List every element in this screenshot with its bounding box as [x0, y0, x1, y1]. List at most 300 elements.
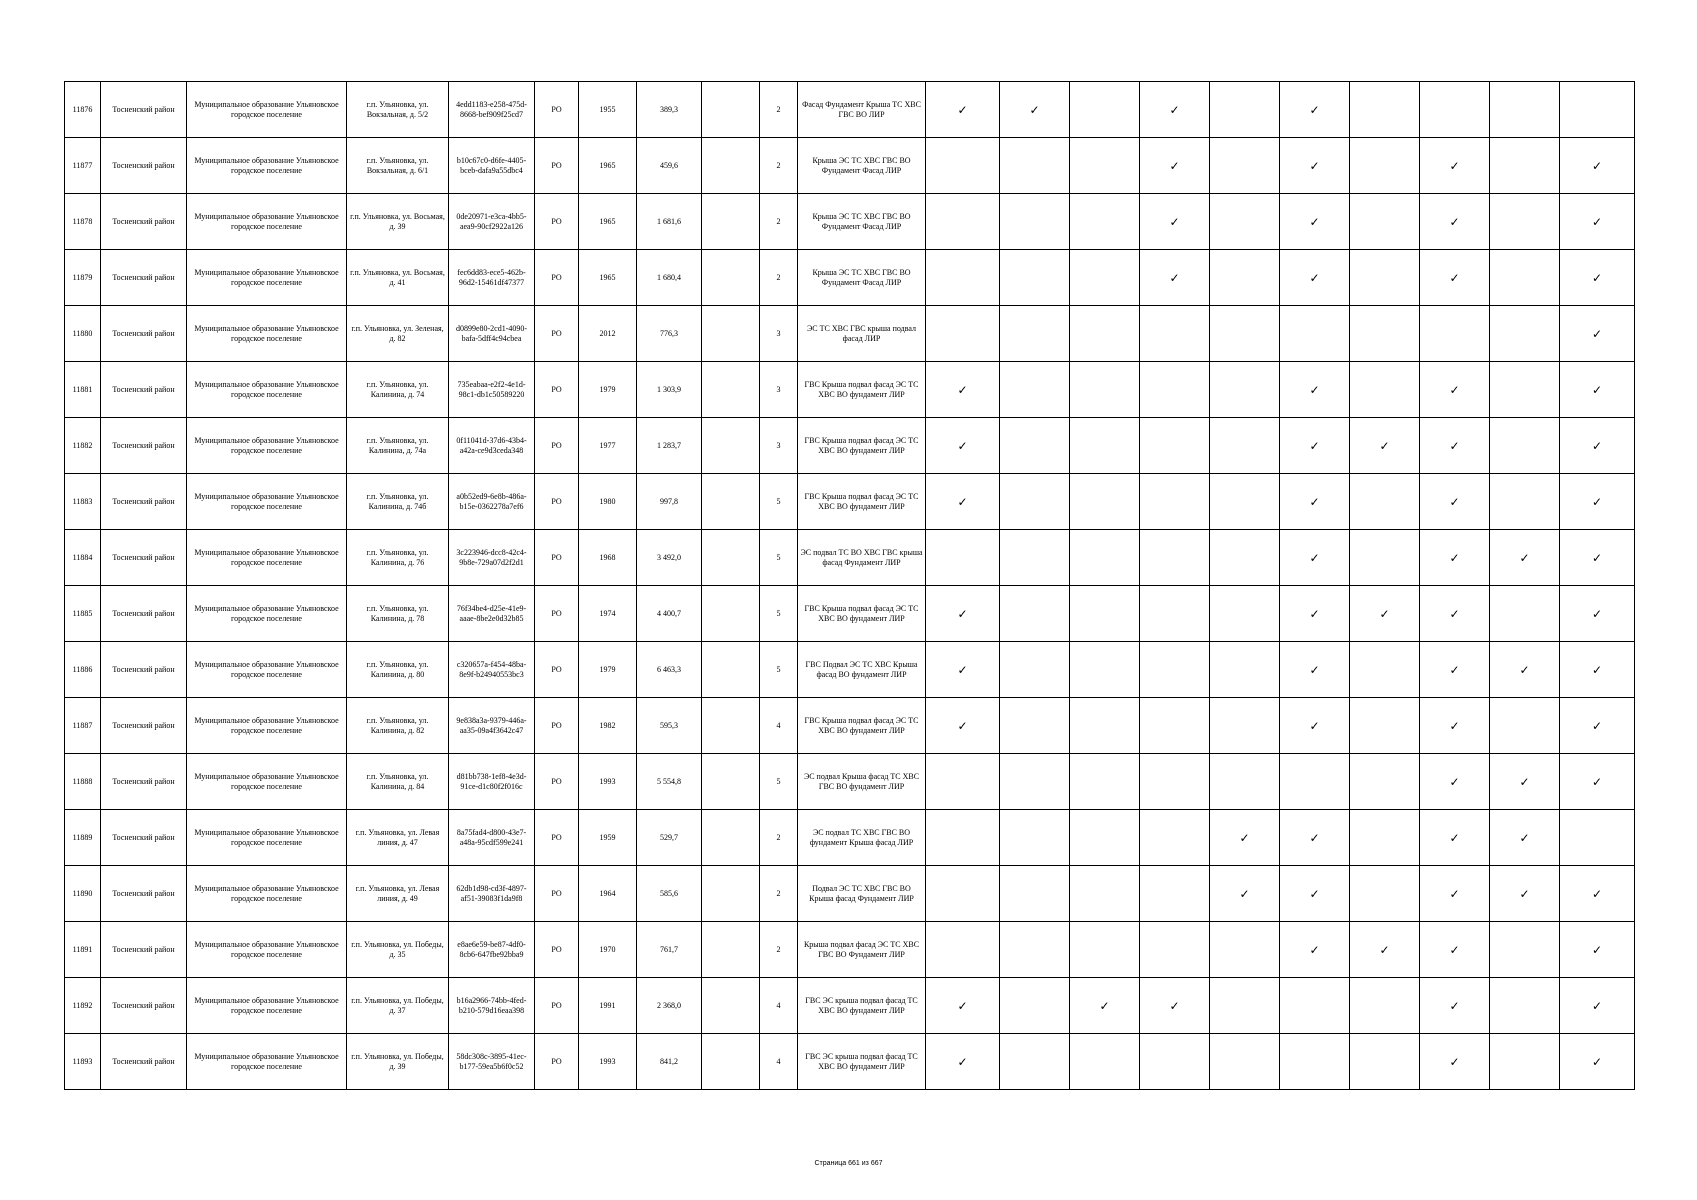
empty-cell	[702, 698, 760, 754]
address-cell: г.п. Ульяновка, ул. Калинина, д. 78	[347, 586, 449, 642]
area-cell: 1 303,9	[637, 362, 702, 418]
empty-check-cell	[1000, 474, 1070, 530]
check-mark-icon: ✓	[1420, 586, 1490, 642]
empty-check-cell	[1490, 194, 1560, 250]
empty-check-cell	[1140, 754, 1210, 810]
empty-check-cell	[926, 530, 1000, 586]
district-cell: Тосненский район	[101, 866, 187, 922]
area-cell: 389,3	[637, 82, 702, 138]
address-cell: г.п. Ульяновка, ул. Левая линия, д. 49	[347, 866, 449, 922]
row-number: 11887	[65, 698, 101, 754]
empty-cell	[702, 82, 760, 138]
district-cell: Тосненский район	[101, 138, 187, 194]
check-mark-icon: ✓	[1280, 922, 1350, 978]
empty-cell	[702, 362, 760, 418]
row-number: 11884	[65, 530, 101, 586]
area-cell: 6 463,3	[637, 642, 702, 698]
empty-check-cell	[1490, 250, 1560, 306]
works-list-cell: Крыша ЭС ТС ХВС ГВС ВО Фундамент Фасад ЛИР	[798, 250, 926, 306]
house-uid-cell: 0de20971-e3ca-4bb5-aea9-90cf2922a126	[449, 194, 535, 250]
build-year-cell: 1980	[579, 474, 637, 530]
works-list-cell: ГВС Подвал ЭС ТС ХВС Крыша фасад ВО фундамент ЛИР	[798, 642, 926, 698]
check-mark-icon: ✓	[1560, 138, 1635, 194]
floors-cell: 2	[760, 82, 798, 138]
check-mark-icon: ✓	[1420, 250, 1490, 306]
table-row	[65, 250, 1635, 306]
area-cell: 595,3	[637, 698, 702, 754]
works-list-cell: Фасад Фундамент Крыша ТС ХВС ГВС ВО ЛИР	[798, 82, 926, 138]
area-cell: 585,6	[637, 866, 702, 922]
address-cell: г.п. Ульяновка, ул. Победы, д. 37	[347, 978, 449, 1034]
empty-check-cell	[1420, 82, 1490, 138]
address-cell: г.п. Ульяновка, ул. Восьмая, д. 41	[347, 250, 449, 306]
municipality-cell: Муниципальное образование Ульяновское городское поселение	[187, 138, 347, 194]
house-uid-cell: 735eabaa-e2f2-4e1d-98c1-db1c50589220	[449, 362, 535, 418]
page-footer: Страница 661 из 667	[814, 1160, 883, 1167]
area-cell: 841,2	[637, 1034, 702, 1090]
floors-cell: 4	[760, 698, 798, 754]
empty-check-cell	[1070, 642, 1140, 698]
fund-form-cell: РО	[535, 866, 579, 922]
housing-registry-table	[64, 81, 1635, 1090]
table-row	[65, 194, 1635, 250]
floors-cell: 2	[760, 250, 798, 306]
check-mark-icon: ✓	[1070, 978, 1140, 1034]
fund-form-cell: РО	[535, 922, 579, 978]
empty-check-cell	[1070, 866, 1140, 922]
fund-form-cell: РО	[535, 82, 579, 138]
check-mark-icon: ✓	[926, 474, 1000, 530]
floors-cell: 2	[760, 922, 798, 978]
area-cell: 1 681,6	[637, 194, 702, 250]
empty-check-cell	[1560, 82, 1635, 138]
floors-cell: 3	[760, 306, 798, 362]
area-cell: 776,3	[637, 306, 702, 362]
table-row	[65, 642, 1635, 698]
check-mark-icon: ✓	[1140, 138, 1210, 194]
empty-check-cell	[1140, 306, 1210, 362]
check-mark-icon: ✓	[1280, 362, 1350, 418]
empty-check-cell	[1350, 250, 1420, 306]
empty-check-cell	[1420, 306, 1490, 362]
empty-check-cell	[1280, 306, 1350, 362]
empty-check-cell	[1000, 418, 1070, 474]
fund-form-cell: РО	[535, 138, 579, 194]
table-row	[65, 474, 1635, 530]
empty-check-cell	[1490, 82, 1560, 138]
check-mark-icon: ✓	[1350, 922, 1420, 978]
build-year-cell: 1993	[579, 754, 637, 810]
area-cell: 3 492,0	[637, 530, 702, 586]
check-mark-icon: ✓	[1420, 978, 1490, 1034]
build-year-cell: 1955	[579, 82, 637, 138]
empty-check-cell	[1070, 922, 1140, 978]
check-mark-icon: ✓	[1560, 362, 1635, 418]
fund-form-cell: РО	[535, 250, 579, 306]
empty-check-cell	[1210, 250, 1280, 306]
empty-check-cell	[1350, 362, 1420, 418]
row-number: 11885	[65, 586, 101, 642]
empty-check-cell	[1210, 418, 1280, 474]
empty-check-cell	[926, 810, 1000, 866]
check-mark-icon: ✓	[1280, 474, 1350, 530]
check-mark-icon: ✓	[926, 1034, 1000, 1090]
empty-check-cell	[1350, 1034, 1420, 1090]
empty-check-cell	[1000, 586, 1070, 642]
check-mark-icon: ✓	[1420, 810, 1490, 866]
municipality-cell: Муниципальное образование Ульяновское городское поселение	[187, 530, 347, 586]
house-uid-cell: 58dc308c-3895-41ec-b177-59ea5b6f0c52	[449, 1034, 535, 1090]
empty-check-cell	[1210, 474, 1280, 530]
empty-check-cell	[1140, 530, 1210, 586]
check-mark-icon: ✓	[1420, 194, 1490, 250]
table-row	[65, 586, 1635, 642]
build-year-cell: 1964	[579, 866, 637, 922]
house-uid-cell: 76f34be4-d25e-41e9-aaae-8be2e0d32b85	[449, 586, 535, 642]
build-year-cell: 1965	[579, 250, 637, 306]
empty-cell	[702, 754, 760, 810]
works-list-cell: Крыша ЭС ТС ХВС ГВС ВО Фундамент Фасад ЛИР	[798, 194, 926, 250]
check-mark-icon: ✓	[1000, 82, 1070, 138]
municipality-cell: Муниципальное образование Ульяновское городское поселение	[187, 586, 347, 642]
municipality-cell: Муниципальное образование Ульяновское городское поселение	[187, 922, 347, 978]
district-cell: Тосненский район	[101, 1034, 187, 1090]
address-cell: г.п. Ульяновка, ул. Победы, д. 39	[347, 1034, 449, 1090]
empty-check-cell	[1140, 1034, 1210, 1090]
empty-check-cell	[1490, 586, 1560, 642]
check-mark-icon: ✓	[1490, 810, 1560, 866]
check-mark-icon: ✓	[1560, 866, 1635, 922]
check-mark-icon: ✓	[1350, 586, 1420, 642]
district-cell: Тосненский район	[101, 530, 187, 586]
empty-check-cell	[926, 138, 1000, 194]
district-cell: Тосненский район	[101, 922, 187, 978]
works-list-cell: ЭС подвал ТС ВО ХВС ГВС крыша фасад Фундамент ЛИР	[798, 530, 926, 586]
empty-check-cell	[1490, 1034, 1560, 1090]
row-number: 11889	[65, 810, 101, 866]
check-mark-icon: ✓	[1280, 642, 1350, 698]
works-list-cell: ГВС Крыша подвал фасад ЭС ТС ХВС ВО фундамент ЛИР	[798, 586, 926, 642]
empty-check-cell	[1210, 306, 1280, 362]
check-mark-icon: ✓	[926, 586, 1000, 642]
check-mark-icon: ✓	[1280, 586, 1350, 642]
floors-cell: 5	[760, 530, 798, 586]
floors-cell: 2	[760, 194, 798, 250]
row-number: 11886	[65, 642, 101, 698]
empty-check-cell	[1070, 362, 1140, 418]
empty-check-cell	[1070, 82, 1140, 138]
empty-check-cell	[1210, 194, 1280, 250]
row-number: 11879	[65, 250, 101, 306]
empty-check-cell	[926, 754, 1000, 810]
check-mark-icon: ✓	[1420, 530, 1490, 586]
empty-check-cell	[1070, 1034, 1140, 1090]
check-mark-icon: ✓	[1210, 866, 1280, 922]
fund-form-cell: РО	[535, 530, 579, 586]
check-mark-icon: ✓	[1560, 418, 1635, 474]
empty-check-cell	[926, 922, 1000, 978]
empty-check-cell	[926, 250, 1000, 306]
empty-check-cell	[1280, 1034, 1350, 1090]
empty-check-cell	[1350, 474, 1420, 530]
district-cell: Тосненский район	[101, 698, 187, 754]
empty-check-cell	[926, 866, 1000, 922]
check-mark-icon: ✓	[1560, 530, 1635, 586]
municipality-cell: Муниципальное образование Ульяновское городское поселение	[187, 810, 347, 866]
check-mark-icon: ✓	[1280, 194, 1350, 250]
empty-cell	[702, 418, 760, 474]
table-row	[65, 978, 1635, 1034]
check-mark-icon: ✓	[1420, 474, 1490, 530]
empty-check-cell	[1140, 922, 1210, 978]
floors-cell: 5	[760, 586, 798, 642]
floors-cell: 4	[760, 978, 798, 1034]
empty-cell	[702, 642, 760, 698]
empty-check-cell	[1350, 810, 1420, 866]
table-row	[65, 82, 1635, 138]
check-mark-icon: ✓	[1560, 754, 1635, 810]
empty-check-cell	[1210, 642, 1280, 698]
empty-check-cell	[1490, 362, 1560, 418]
empty-check-cell	[1350, 754, 1420, 810]
address-cell: г.п. Ульяновка, ул. Левая линия, д. 47	[347, 810, 449, 866]
works-list-cell: ЭС ТС ХВС ГВС крыша подвал фасад ЛИР	[798, 306, 926, 362]
check-mark-icon: ✓	[1280, 250, 1350, 306]
check-mark-icon: ✓	[1140, 194, 1210, 250]
empty-check-cell	[1280, 978, 1350, 1034]
build-year-cell: 1968	[579, 530, 637, 586]
empty-check-cell	[1000, 866, 1070, 922]
check-mark-icon: ✓	[1560, 194, 1635, 250]
district-cell: Тосненский район	[101, 306, 187, 362]
check-mark-icon: ✓	[1280, 698, 1350, 754]
empty-check-cell	[1070, 698, 1140, 754]
municipality-cell: Муниципальное образование Ульяновское городское поселение	[187, 754, 347, 810]
check-mark-icon: ✓	[1420, 698, 1490, 754]
check-mark-icon: ✓	[926, 362, 1000, 418]
house-uid-cell: a0b52ed9-6e8b-486a-b15e-0362278a7ef6	[449, 474, 535, 530]
district-cell: Тосненский район	[101, 754, 187, 810]
empty-check-cell	[1000, 810, 1070, 866]
row-number: 11876	[65, 82, 101, 138]
check-mark-icon: ✓	[1420, 642, 1490, 698]
municipality-cell: Муниципальное образование Ульяновское городское поселение	[187, 698, 347, 754]
works-list-cell: ГВС Крыша подвал фасад ЭС ТС ХВС ВО фундамент ЛИР	[798, 698, 926, 754]
district-cell: Тосненский район	[101, 586, 187, 642]
works-list-cell: Крыша ЭС ТС ХВС ГВС ВО Фундамент Фасад ЛИР	[798, 138, 926, 194]
check-mark-icon: ✓	[1210, 810, 1280, 866]
row-number: 11888	[65, 754, 101, 810]
build-year-cell: 1959	[579, 810, 637, 866]
fund-form-cell: РО	[535, 418, 579, 474]
empty-check-cell	[1210, 1034, 1280, 1090]
empty-check-cell	[1350, 194, 1420, 250]
empty-check-cell	[1350, 82, 1420, 138]
empty-cell	[702, 250, 760, 306]
check-mark-icon: ✓	[1350, 418, 1420, 474]
empty-check-cell	[1070, 194, 1140, 250]
empty-cell	[702, 978, 760, 1034]
empty-cell	[702, 866, 760, 922]
address-cell: г.п. Ульяновка, ул. Калинина, д. 74б	[347, 474, 449, 530]
check-mark-icon: ✓	[1560, 586, 1635, 642]
district-cell: Тосненский район	[101, 642, 187, 698]
area-cell: 1 283,7	[637, 418, 702, 474]
floors-cell: 5	[760, 642, 798, 698]
check-mark-icon: ✓	[1490, 642, 1560, 698]
check-mark-icon: ✓	[1560, 642, 1635, 698]
table-row	[65, 138, 1635, 194]
works-list-cell: ЭС подвал Крыша фасад ТС ХВС ГВС ВО фундамент ЛИР	[798, 754, 926, 810]
empty-check-cell	[1490, 698, 1560, 754]
address-cell: г.п. Ульяновка, ул. Калинина, д. 76	[347, 530, 449, 586]
empty-check-cell	[1210, 698, 1280, 754]
floors-cell: 4	[760, 1034, 798, 1090]
empty-check-cell	[1070, 418, 1140, 474]
address-cell: г.п. Ульяновка, ул. Зеленая, д. 82	[347, 306, 449, 362]
empty-check-cell	[1490, 418, 1560, 474]
empty-check-cell	[1560, 810, 1635, 866]
empty-check-cell	[1210, 82, 1280, 138]
table-row	[65, 810, 1635, 866]
area-cell: 761,7	[637, 922, 702, 978]
house-uid-cell: 8a75fad4-d800-43e7-a48a-95cdf599e241	[449, 810, 535, 866]
build-year-cell: 1979	[579, 362, 637, 418]
municipality-cell: Муниципальное образование Ульяновское городское поселение	[187, 642, 347, 698]
empty-check-cell	[1490, 138, 1560, 194]
table-body	[65, 82, 1635, 1090]
check-mark-icon: ✓	[1280, 418, 1350, 474]
municipality-cell: Муниципальное образование Ульяновское городское поселение	[187, 418, 347, 474]
empty-check-cell	[1000, 642, 1070, 698]
build-year-cell: 1979	[579, 642, 637, 698]
table-row	[65, 418, 1635, 474]
empty-cell	[702, 474, 760, 530]
check-mark-icon: ✓	[1560, 250, 1635, 306]
address-cell: г.п. Ульяновка, ул. Вокзальная, д. 5/2	[347, 82, 449, 138]
empty-check-cell	[1210, 362, 1280, 418]
check-mark-icon: ✓	[1280, 138, 1350, 194]
empty-check-cell	[1490, 978, 1560, 1034]
fund-form-cell: РО	[535, 754, 579, 810]
empty-check-cell	[1350, 530, 1420, 586]
fund-form-cell: РО	[535, 698, 579, 754]
empty-check-cell	[1000, 922, 1070, 978]
municipality-cell: Муниципальное образование Ульяновское городское поселение	[187, 866, 347, 922]
house-uid-cell: 9e838a3a-9379-446a-aa35-09a4f3642c47	[449, 698, 535, 754]
empty-check-cell	[1490, 306, 1560, 362]
check-mark-icon: ✓	[926, 642, 1000, 698]
empty-check-cell	[1140, 866, 1210, 922]
empty-cell	[702, 810, 760, 866]
empty-check-cell	[1210, 754, 1280, 810]
row-number: 11893	[65, 1034, 101, 1090]
check-mark-icon: ✓	[1560, 922, 1635, 978]
floors-cell: 2	[760, 810, 798, 866]
empty-check-cell	[1000, 362, 1070, 418]
house-uid-cell: d0899e80-2cd1-4090-bafa-5dff4c94cbea	[449, 306, 535, 362]
fund-form-cell: РО	[535, 362, 579, 418]
district-cell: Тосненский район	[101, 474, 187, 530]
empty-check-cell	[1140, 698, 1210, 754]
empty-check-cell	[1490, 474, 1560, 530]
check-mark-icon: ✓	[1490, 754, 1560, 810]
house-uid-cell: fec6dd83-ece5-462b-96d2-15461df47377	[449, 250, 535, 306]
empty-check-cell	[1000, 754, 1070, 810]
fund-form-cell: РО	[535, 586, 579, 642]
works-list-cell: ГВС Крыша подвал фасад ЭС ТС ХВС ВО фундамент ЛИР	[798, 418, 926, 474]
fund-form-cell: РО	[535, 978, 579, 1034]
district-cell: Тосненский район	[101, 362, 187, 418]
floors-cell: 3	[760, 362, 798, 418]
empty-check-cell	[1000, 978, 1070, 1034]
row-number: 11892	[65, 978, 101, 1034]
municipality-cell: Муниципальное образование Ульяновское городское поселение	[187, 978, 347, 1034]
empty-check-cell	[1350, 642, 1420, 698]
empty-check-cell	[1140, 642, 1210, 698]
empty-check-cell	[1000, 250, 1070, 306]
works-list-cell: ГВС ЭС крыша подвал фасад ТС ХВС ВО фундамент ЛИР	[798, 1034, 926, 1090]
works-list-cell: ГВС Крыша подвал фасад ЭС ТС ХВС ВО фундамент ЛИР	[798, 362, 926, 418]
build-year-cell: 1965	[579, 194, 637, 250]
empty-check-cell	[1000, 306, 1070, 362]
check-mark-icon: ✓	[1140, 250, 1210, 306]
empty-check-cell	[1070, 754, 1140, 810]
address-cell: г.п. Ульяновка, ул. Калинина, д. 74а	[347, 418, 449, 474]
empty-check-cell	[1210, 530, 1280, 586]
table-row	[65, 362, 1635, 418]
check-mark-icon: ✓	[1420, 362, 1490, 418]
check-mark-icon: ✓	[1560, 306, 1635, 362]
empty-check-cell	[1490, 922, 1560, 978]
build-year-cell: 1993	[579, 1034, 637, 1090]
house-uid-cell: 4edd1183-e258-475d-8668-bef909f25cd7	[449, 82, 535, 138]
empty-cell	[702, 1034, 760, 1090]
table-row	[65, 1034, 1635, 1090]
check-mark-icon: ✓	[1140, 978, 1210, 1034]
build-year-cell: 1982	[579, 698, 637, 754]
check-mark-icon: ✓	[1420, 138, 1490, 194]
empty-check-cell	[1070, 306, 1140, 362]
check-mark-icon: ✓	[1490, 866, 1560, 922]
fund-form-cell: РО	[535, 810, 579, 866]
fund-form-cell: РО	[535, 1034, 579, 1090]
table-row	[65, 754, 1635, 810]
check-mark-icon: ✓	[926, 978, 1000, 1034]
check-mark-icon: ✓	[1280, 866, 1350, 922]
floors-cell: 5	[760, 754, 798, 810]
house-uid-cell: 0f11041d-37d6-43b4-a42a-ce9d3ceda348	[449, 418, 535, 474]
empty-check-cell	[1140, 474, 1210, 530]
works-list-cell: ГВС ЭС крыша подвал фасад ТС ХВС ВО фундамент ЛИР	[798, 978, 926, 1034]
empty-check-cell	[1210, 138, 1280, 194]
check-mark-icon: ✓	[1420, 866, 1490, 922]
municipality-cell: Муниципальное образование Ульяновское городское поселение	[187, 306, 347, 362]
house-uid-cell: b10c67c0-d6fe-4405-bceb-dafa9a55dbc4	[449, 138, 535, 194]
house-uid-cell: e8ae6e59-be87-4df0-8cb6-647fbe92bba9	[449, 922, 535, 978]
area-cell: 997,8	[637, 474, 702, 530]
check-mark-icon: ✓	[1560, 978, 1635, 1034]
municipality-cell: Муниципальное образование Ульяновское городское поселение	[187, 1034, 347, 1090]
empty-check-cell	[1070, 586, 1140, 642]
check-mark-icon: ✓	[1280, 810, 1350, 866]
empty-check-cell	[1350, 698, 1420, 754]
house-uid-cell: c320657a-f454-48ba-8e9f-b24940553bc3	[449, 642, 535, 698]
table-row	[65, 698, 1635, 754]
municipality-cell: Муниципальное образование Ульяновское городское поселение	[187, 474, 347, 530]
fund-form-cell: РО	[535, 306, 579, 362]
district-cell: Тосненский район	[101, 978, 187, 1034]
